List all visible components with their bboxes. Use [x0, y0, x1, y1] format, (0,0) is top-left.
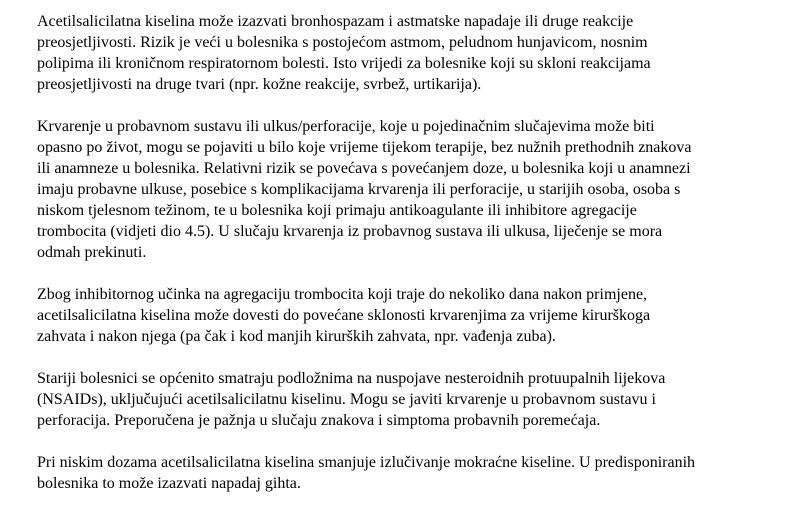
paragraph-gi-bleeding	[37, 116, 797, 263]
text-line: niskom tjelesnom težinom, te u bolesnika koji primaju antikoagulante ili inhibitore agregacije	[37, 202, 637, 219]
text-line: polipima ili kroničnom respiratornom bolesti. Isto vrijedi za bolesnike koji su skloni reakcijama	[37, 55, 651, 72]
text-line: zahvata i nakon njega (pa čak i kod manjih kirurških zahvata, npr. vađenja zuba).	[37, 328, 556, 345]
text-line: Zbog inhibitornog učinka na agregaciju trombocita koji traje do nekoliko dana nakon primjene,	[37, 286, 648, 303]
text-line: ili anamneze u bolesnika. Relativni rizik se povećava s povećanjem doze, u bolesnika koji u anamnezi	[37, 160, 691, 177]
text-line: acetilsalicilatna kiselina može dovesti do povećane sklonosti krvarenjima za vrijeme kirurškoga	[37, 307, 651, 324]
text-line: preosjetljivosti. Rizik je veći u bolesnika s postojećom astmom, peludnom hunjavicom, nosnim	[37, 34, 648, 51]
paragraph-uric-acid-gout	[37, 452, 797, 494]
text-line: trombocita (vidjeti dio 4.5). U slučaju krvarenja iz probavnog sustava ili ulkusa, liječenje se mora	[37, 223, 663, 240]
text-line: Acetilsalicilatna kiselina može izazvati bronhospazam i astmatske napadaje ili druge reakcije	[37, 13, 634, 30]
text-line: opasno po život, mogu se pojaviti u bilo koje vrijeme tijekom terapije, bez nužnih prethodnih znakova	[37, 139, 692, 156]
text-line: (NSAIDs), uključujući acetilsalicilatnu kiselinu. Mogu se javiti krvarenje u probavnom sustavu i	[37, 391, 656, 408]
text-line: perforacija. Preporučena je pažnja u slučaju znakova i simptoma probavnih poremećaja.	[37, 412, 601, 429]
paragraph-platelet-aggregation	[37, 284, 797, 347]
text-line: Krvarenje u probavnom sustavu ili ulkus/perforacije, koje u pojedinačnim slučajevima može biti	[37, 118, 655, 135]
text-line: Pri niskim dozama acetilsalicilatna kiselina smanjuje izlučivanje mokraćne kiseline. U predisponiranih	[37, 454, 696, 471]
text-line: Stariji bolesnici se općenito smatraju podložnima na nuspojave nesteroidnih protuupalnih lijekova	[37, 370, 666, 387]
text-line: bolesnika to može izazvati napadaj gihta.	[37, 475, 301, 492]
paragraph-asthma-hypersensitivity	[37, 11, 797, 95]
text-line: imaju probavne ulkuse, posebice s komplikacijama krvarenja ili perforacije, u starijih osoba, osoba s	[37, 181, 681, 198]
document-body	[37, 11, 797, 515]
text-line: preosjetljivosti na druge tvari (npr. kožne reakcije, svrbež, urtikarija).	[37, 76, 482, 93]
text-line: odmah prekinuti.	[37, 244, 147, 261]
paragraph-elderly-patients	[37, 368, 797, 431]
